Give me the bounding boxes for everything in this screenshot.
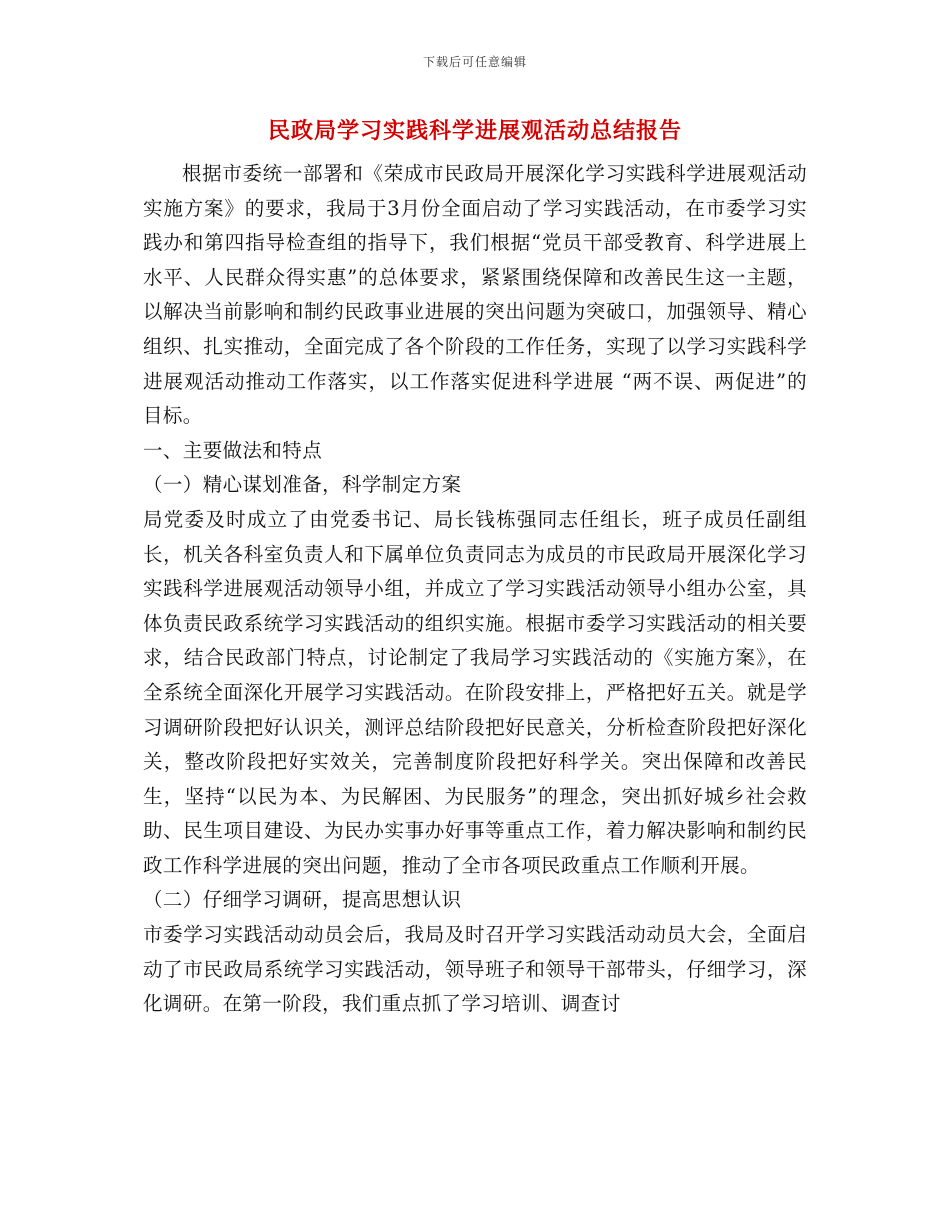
subsection-heading-1: （一）精心谋划准备，科学制定方案 (143, 473, 462, 497)
page-header-note: 下载后可任意编辑 (422, 55, 527, 69)
subsection-1-paragraph: 局党委及时成立了由党委书记、局长钱栋强同志任组长，班子成员任副组长，机关各科室负责人和下属单位负责同志为成员的市民政局开展深化学习实践科学进展观活动领导小组，并成立了学习实践活动领导小组办公室，具体负责民政系统学习实践活动的组织实施。根据市委学习实践活动的相关要求，结合民政部门特点，讨论制定了我局学习实践活动的《实施方案》，在全系统全面深化开展学习实践活动。在阶段安排上，严格把好五关。就是学习调研阶段把好认识关，测评总结阶段把好民意关，分析检查阶段把好深化关，整改阶段把好实效关，完善制度阶段把好科学关。突出保障和改善民生，坚持“以民为本、为民解困、为民服务”的理念，突出抓好城乡社会救助、民生项目建设、为民办实事办好事等重点工作，着力解决影响和制约民政工作科学进展的突出问题，推动了全市各项民政重点工作顺利开展。 (143, 507, 807, 877)
subsection-heading-2: （二）仔细学习调研，提高思想认识 (143, 888, 462, 912)
document-body (143, 157, 807, 1022)
document-title: 民政局学习实践科学进展观活动总结报告 (267, 118, 682, 144)
subsection-2-paragraph: 市委学习实践活动动员会后，我局及时召开学习实践活动动员大会，全面启动了市民政局系统学习实践活动，领导班子和领导干部带头，仔细学习，深化调研。在第一阶段，我们重点抓了学习培训、调查讨 (143, 923, 807, 1016)
intro-paragraph: 根据市委统一部署和《荣成市民政局开展深化学习实践科学进展观活动实施方案》的要求，我局于3月份全面启动了学习实践活动，在市委学习实践办和第四指导检查组的指导下，我们根据“党员干部受教育、科学进展上水平、人民群众得实惠”的总体要求，紧紧围绕保障和改善民生这一主题，以解决当前影响和制约民政事业进展的突出问题为突破口，加强领导、精心组织、扎实推动，全面完成了各个阶段的工作任务，实现了以学习实践科学进展观活动推动工作落实，以工作落实促进科学进展 “两不误、两促进”的目标。 (143, 162, 807, 428)
section-heading-1: 一、主要做法和特点 (143, 438, 323, 462)
